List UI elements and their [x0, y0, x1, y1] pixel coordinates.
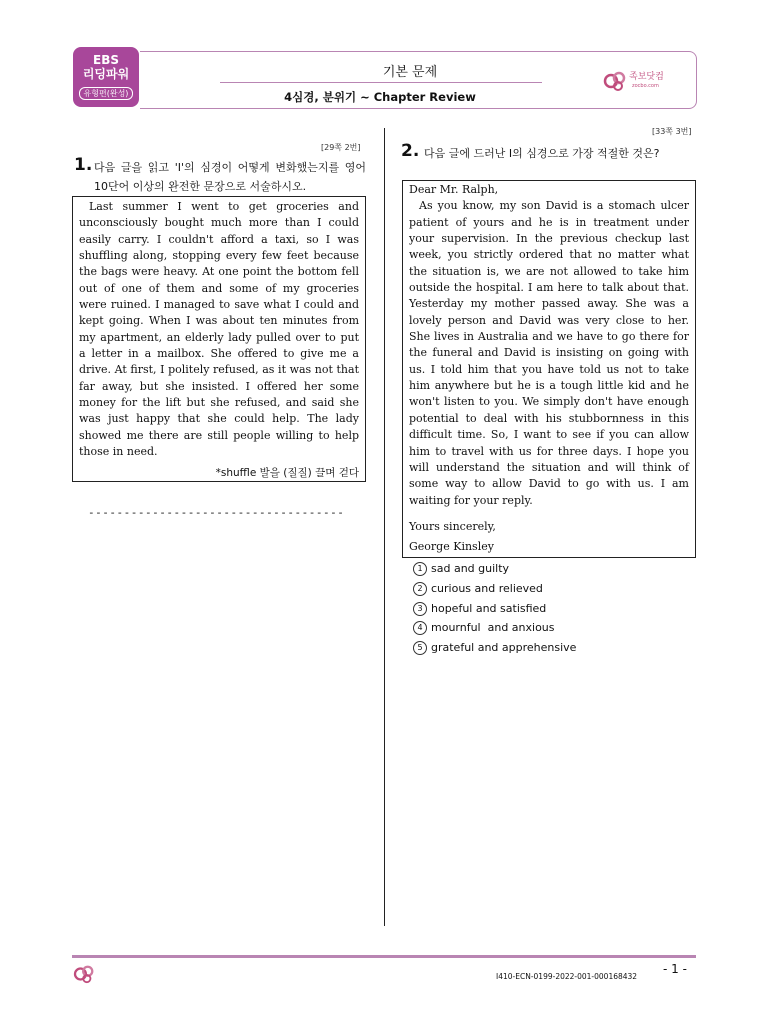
logo-subtext: zocbo.com — [632, 83, 659, 89]
page-number: - 1 - — [663, 962, 687, 976]
choice-number: 5 — [413, 641, 427, 655]
q2-letter-box — [402, 180, 696, 558]
letter-signature: George Kinsley — [409, 540, 494, 554]
q1-source-ref: [29쪽 2번] — [321, 143, 361, 152]
choice-number: 3 — [413, 602, 427, 616]
choice-number: 1 — [413, 562, 427, 576]
q1-vocab-note: *shuffle 발을 (질질) 끌며 걷다 — [215, 466, 359, 479]
q1-prompt: 다음 글을 읽고 'I'의 심경이 어떻게 변화했는지를 영어 10단어 이상의 완전한 문장으로 서술하시오. — [94, 161, 366, 193]
choice-number: 4 — [413, 621, 427, 635]
footer-logo-icon — [73, 964, 97, 984]
badge-line2: 리딩파워 — [82, 67, 130, 81]
q1-answer-line: ------------------------------------ — [88, 506, 345, 519]
letter-body: As you know, my son David is a stomach ulcer patient of yours and he is in treatment under your supervision. In the previous checkup last week, you strictly ordered that no matter what the situation is, we are not allowed to take him outside the hospital. I am here to talk about that. Yesterday my mother passed away. She was a lovely person and David was very close to her. She lives in Australia and we have to go there for the funeral and David is insisting on going with us. I told him that you have told us not to take him anywhere but he is a tough little kid and he won't listen to you. We simply don't have enough potential to deal with his stubbornness in this difficult time. So, I want to see if you can allow him to travel with us for three days. I hope you will understand the situation and will think of some way to allow David to go with us. I am waiting for your reply. — [409, 199, 689, 507]
page-title: 기본 문제 — [382, 65, 438, 80]
page-subtitle: 4심경, 분위기 ~ Chapter Review — [284, 90, 476, 104]
letter-closing: Yours sincerely, — [409, 519, 496, 533]
choice-item[interactable] — [413, 579, 576, 599]
zocbo-logo-icon — [603, 70, 629, 92]
column-divider — [384, 128, 385, 926]
q2-choices — [413, 559, 576, 658]
choice-text: hopeful and satisfied — [431, 601, 547, 615]
q1-number: 1. — [74, 155, 93, 175]
choice-text: grateful and apprehensive — [431, 641, 577, 655]
badge-line1: EBS — [93, 53, 119, 67]
q2-source-ref: [33쪽 3번] — [652, 127, 692, 136]
choice-item[interactable] — [413, 559, 576, 579]
q1-passage: Last summer I went to get groceries and unconsciously bought much more than I could easily carry. I couldn't afford a taxi, so I was shuffling along, stopping every few feet because the bags were heavy. At one point the bottom fell out of one of them and some of my groceries were ruined. I managed to save what I could and kept going. When I was about ten minutes from my apartment, an elderly lady pulled over to put a letter in a mailbox. She offered to give me a drive. At first, I politely refused, as it was not that far away, but she insisted. I offered her some money for the lift but she refused, and said she was just happy that she could help. The lady showed me there are still people willing to help those in need. — [79, 200, 359, 459]
q2-prompt: 다음 글에 드러난 I의 심경으로 가장 적절한 것은? — [424, 147, 660, 160]
choice-text: mournful and anxious — [431, 621, 555, 635]
badge-line3: 유형편(완성) — [79, 87, 134, 100]
logo-text: 족보닷컴 — [629, 72, 664, 82]
series-badge — [73, 47, 139, 107]
choice-number: 2 — [413, 582, 427, 596]
q1-passage-box — [72, 196, 366, 482]
header-divider — [220, 82, 542, 83]
letter-salutation: Dear Mr. Ralph, — [409, 183, 499, 196]
choice-item[interactable] — [413, 638, 576, 658]
q2-number: 2. — [401, 141, 420, 161]
choice-text: sad and guilty — [431, 562, 510, 575]
footer-rule — [72, 955, 696, 958]
choice-item[interactable] — [413, 618, 576, 638]
choice-item[interactable] — [413, 599, 576, 619]
choice-text: curious and relieved — [431, 581, 543, 595]
document-code: I410-ECN-0199-2022-001-000168432 — [496, 972, 638, 981]
